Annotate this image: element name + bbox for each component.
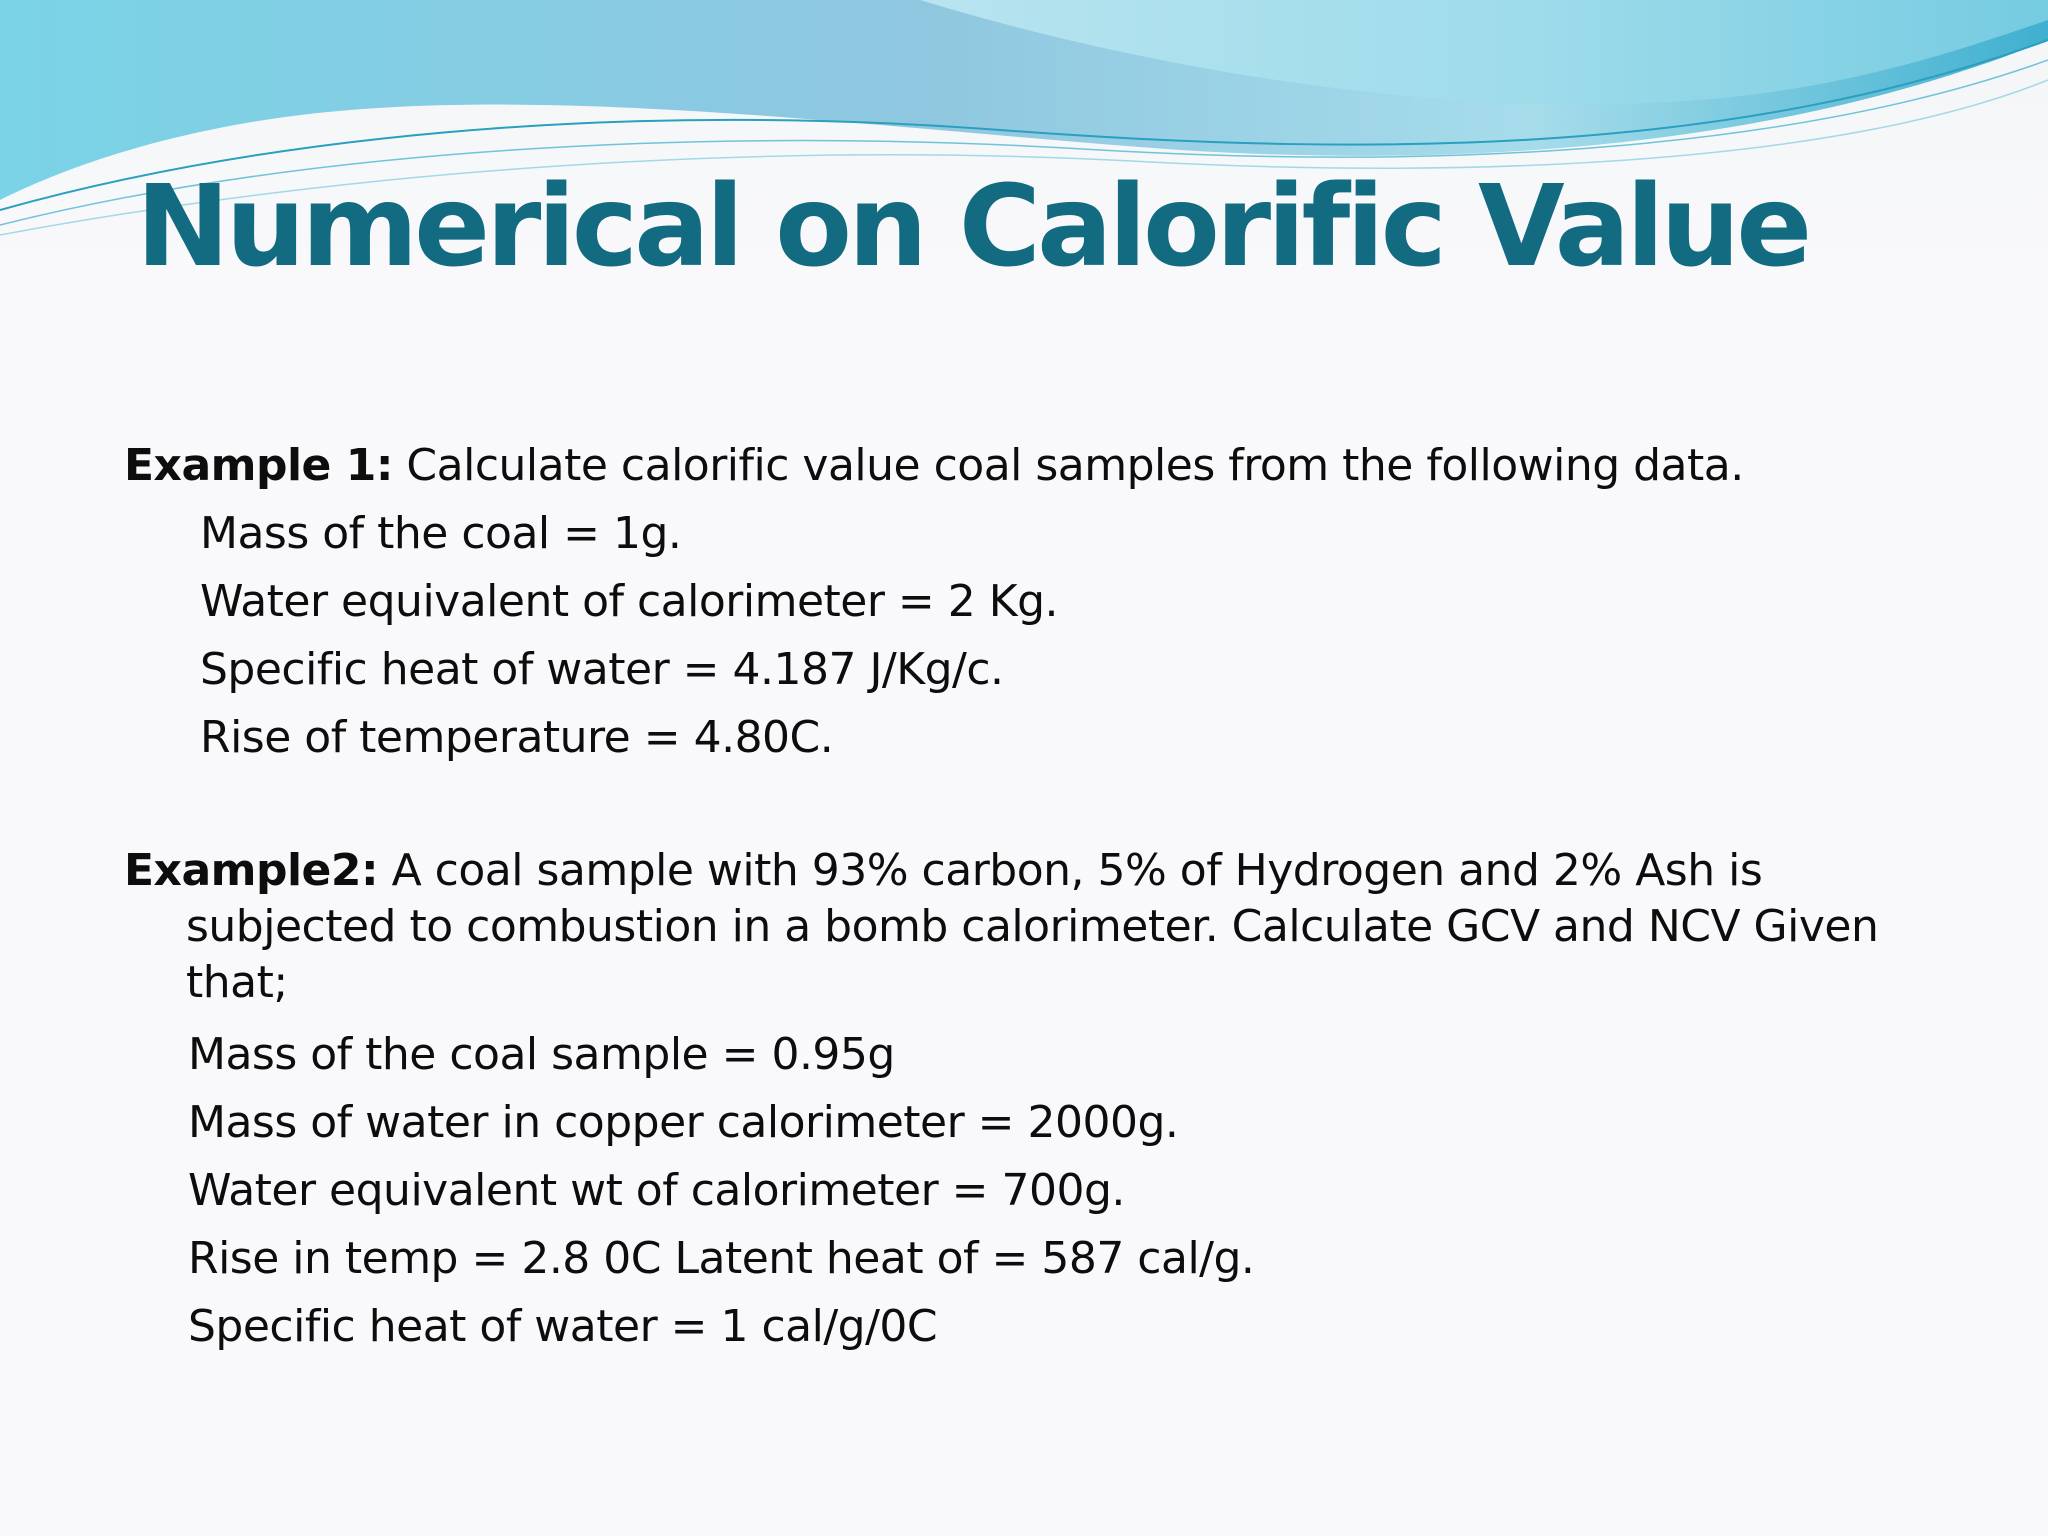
example-2-text: A coal sample with 93% carbon, 5% of Hydrogen and 2% Ash is subjected to combustion in a bomb calorimeter. Calculate GCV and NCV Given that; [186, 845, 1879, 1008]
example-2-item: Specific heat of water = 1 cal/g/0C [188, 1301, 938, 1352]
example-2-item: Mass of water in copper calorimeter = 2000g. [188, 1097, 1179, 1148]
example-2-item: Rise in temp = 2.8 0C Latent heat of = 587 cal/g. [188, 1233, 1255, 1284]
example-2-label: Example2: [124, 845, 379, 896]
example-1-statement [124, 432, 2024, 500]
example-2-item: Mass of the coal sample = 0.95g [188, 1029, 895, 1080]
slide-title: Numerical on Calorific Value [136, 162, 1809, 292]
example-2-item: Water equivalent wt of calorimeter = 700g. [188, 1165, 1125, 1216]
example-1-item: Mass of the coal = 1g. [200, 508, 682, 559]
example-1-block [124, 432, 2024, 772]
example-1-label: Example 1: [124, 440, 393, 491]
example-2-statement [124, 843, 1944, 1011]
example-2-block [124, 843, 1944, 1361]
example-1-item: Rise of temperature = 4.80C. [200, 712, 834, 763]
example-1-item: Specific heat of water = 4.187 J/Kg/c. [200, 644, 1004, 695]
example-1-item: Water equivalent of calorimeter = 2 Kg. [200, 576, 1059, 627]
example-1-text: Calculate calorific value coal samples from the following data. [392, 440, 1744, 491]
